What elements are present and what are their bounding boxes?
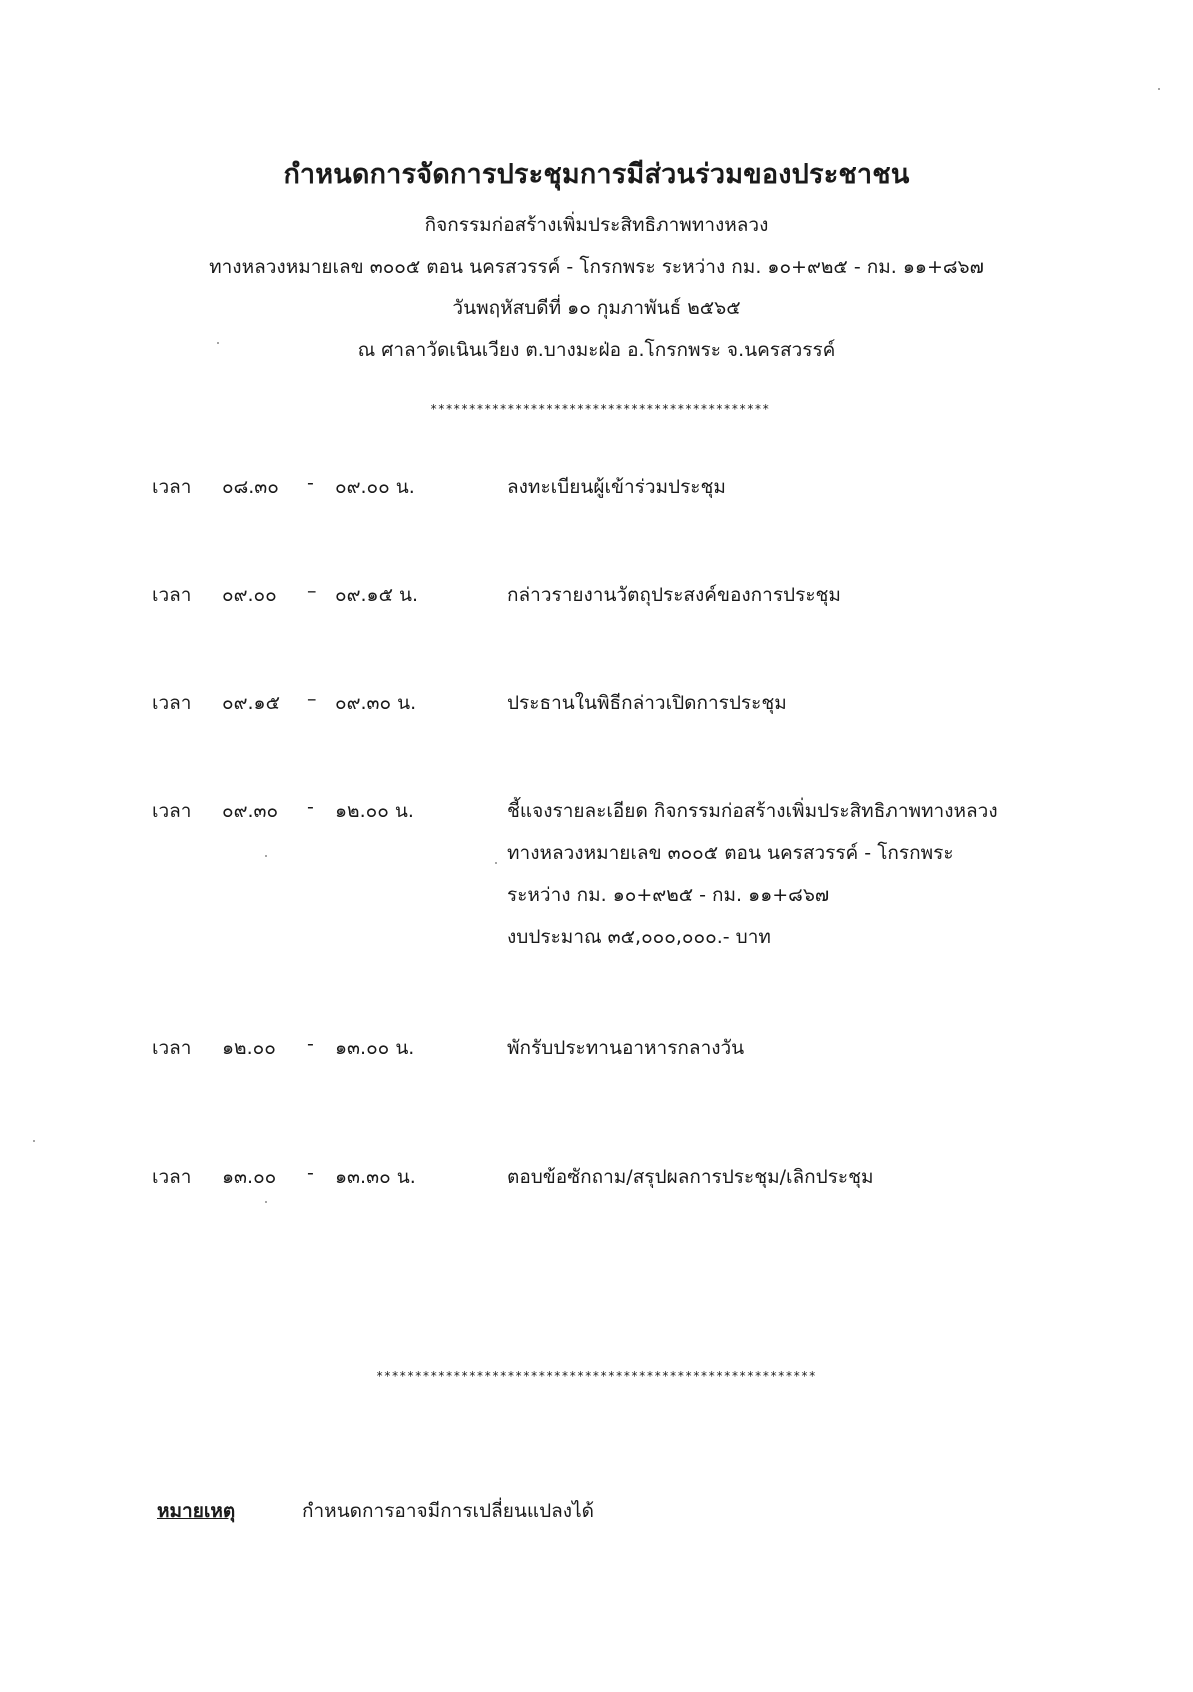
- time-label: เวลา: [152, 476, 192, 498]
- highway-section: ทางหลวงหมายเลข ๓๐๐๕ ตอน นครสวรรค์ - โกรกพระ ระหว่าง กม. ๑๐+๙๒๕ - กม. ๑๑+๘๖๗: [209, 256, 984, 278]
- activity: พักรับประทานอาหารกลางวัน: [507, 1037, 745, 1059]
- time-dash: –: [307, 580, 317, 602]
- activity: ลงทะเบียนผู้เข้าร่วมประชุม: [507, 476, 726, 498]
- meeting-date: วันพฤหัสบดีที่ ๑๐ กุมภาพันธ์ ๒๕๖๕: [452, 297, 741, 319]
- end-time: ๑๓.๐๐ น.: [335, 1037, 415, 1059]
- time-label: เวลา: [152, 800, 192, 822]
- time-dash: -: [307, 1033, 314, 1055]
- start-time: ๑๓.๐๐: [222, 1166, 277, 1188]
- start-time: ๐๙.๐๐: [222, 584, 277, 606]
- scan-speck: [33, 1140, 35, 1142]
- end-time: ๑๓.๓๐ น.: [335, 1166, 416, 1188]
- time-dash: –: [307, 688, 317, 710]
- document-title: กำหนดการจัดการประชุมการมีส่วนร่วมของประชาชน: [283, 159, 910, 190]
- scan-speck: [265, 855, 267, 857]
- time-label: เวลา: [152, 1166, 192, 1188]
- activity: ประธานในพิธีกล่าวเปิดการประชุม: [507, 692, 787, 714]
- activity: ตอบข้อซักถาม/สรุปผลการประชุม/เลิกประชุม: [507, 1166, 874, 1188]
- end-time: ๐๙.๑๕ น.: [335, 584, 419, 606]
- separator-bottom: *********************************************************: [376, 1369, 817, 1383]
- project-name: กิจกรรมก่อสร้างเพิ่มประสิทธิภาพทางหลวง: [424, 214, 769, 236]
- start-time: ๐๙.๑๕: [222, 692, 280, 714]
- activity-detail: ระหว่าง กม. ๑๐+๙๒๕ - กม. ๑๑+๘๖๗: [507, 884, 830, 906]
- activity: ชี้แจงรายละเอียด กิจกรรมก่อสร้างเพิ่มประสิทธิภาพทางหลวง: [507, 800, 998, 822]
- time-dash: -: [307, 796, 314, 818]
- start-time: ๑๒.๐๐: [222, 1037, 276, 1059]
- scan-speck: [495, 862, 497, 864]
- note-text: กำหนดการอาจมีการเปลี่ยนแปลงได้: [302, 1500, 594, 1522]
- time-dash: -: [307, 472, 314, 494]
- separator-top: ********************************************: [430, 402, 770, 416]
- activity-detail: ทางหลวงหมายเลข ๓๐๐๕ ตอน นครสวรรค์ - โกรกพระ: [507, 842, 954, 864]
- time-dash: -: [307, 1162, 314, 1184]
- time-label: เวลา: [152, 692, 192, 714]
- end-time: ๐๙.๓๐ น.: [335, 692, 417, 714]
- scan-speck: [1158, 88, 1160, 90]
- scan-speck: [217, 342, 219, 344]
- activity: กล่าวรายงานวัตถุประสงค์ของการประชุม: [507, 584, 841, 606]
- end-time: ๑๒.๐๐ น.: [335, 800, 414, 822]
- note-label: หมายเหตุ: [157, 1500, 236, 1522]
- activity-budget: งบประมาณ ๓๕,๐๐๐,๐๐๐.- บาท: [507, 926, 771, 948]
- time-label: เวลา: [152, 1037, 192, 1059]
- scan-speck: [265, 1201, 267, 1203]
- meeting-venue: ณ ศาลาวัดเนินเวียง ต.บางมะฝ่อ อ.โกรกพระ จ.นครสวรรค์: [357, 339, 836, 361]
- start-time: ๐๙.๓๐: [222, 800, 279, 822]
- end-time: ๐๙.๐๐ น.: [335, 476, 415, 498]
- start-time: ๐๘.๓๐: [222, 476, 279, 498]
- time-label: เวลา: [152, 584, 192, 606]
